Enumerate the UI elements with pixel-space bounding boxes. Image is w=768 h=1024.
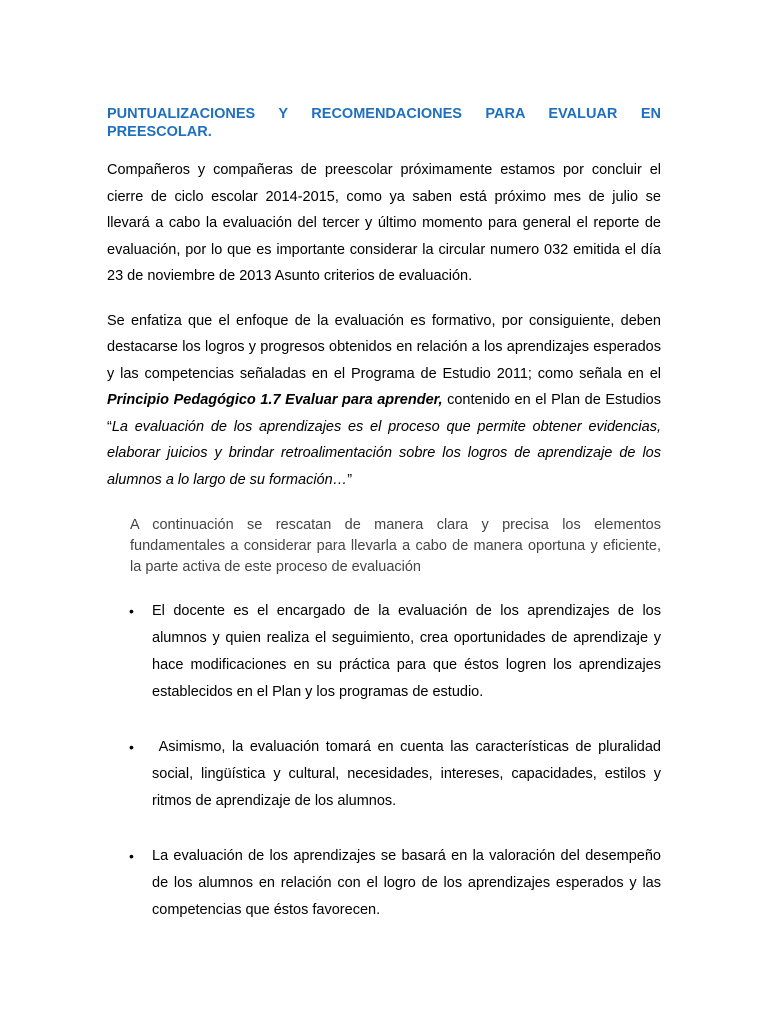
elements-introduction: A continuación se rescatan de manera clara y precisa los elementos fundamentales a considerar para llevarla a cabo de manera oportuna y eficiente, la parte activa de este proceso de evaluación xyxy=(130,517,661,575)
list-item-text: El docente es el encargado de la evaluación de los aprendizajes de los alumnos y quien realiza el seguimiento, crea oportunidades de aprendizaje y hace modificaciones en su práctica para que éstos logren los aprendizajes establecidos en el Plan y los programas de estudio. xyxy=(152,603,661,700)
bullet-icon: • xyxy=(129,739,134,755)
list-item xyxy=(107,734,666,815)
evaluation-definition-quote: La evaluación de los aprendizajes es el proceso que permite obtener evidencias, elaborar juicios y brindar retroalimentación sobre los logros de aprendizaje de los alumnos a lo largo de su formación… xyxy=(107,418,661,488)
paragraph-intro-context: Compañeros y compañeras de preescolar próximamente estamos por concluir el cierre de ciclo escolar 2014-2015, como ya saben está próximo mes de julio se llevará a cabo la evaluación del tercer y último momento para general el reporte de evaluación, por lo que es importante considerar la circular numero 032 emitida el día 23 de noviembre de 2013 Asunto criterios de evaluación. xyxy=(107,162,661,284)
paragraph-text: contenido en el Plan de Estudios “ xyxy=(107,392,661,435)
bullet-list xyxy=(107,598,666,924)
paragraph-evaluation-focus xyxy=(107,308,661,494)
list-item xyxy=(107,843,661,924)
list-item-text: Asimismo, la evaluación tomará en cuenta las características de pluralidad social, lingüística y cultural, necesidades, intereses, capacidades, estilos y ritmos de aprendizaje de los alumnos. xyxy=(152,739,666,809)
bullet-icon: • xyxy=(129,603,134,619)
list-item-text: La evaluación de los aprendizajes se basará en la valoración del desempeño de los alumnos en relación con el logro de los aprendizajes esperados y las competencias que éstos favorecen. xyxy=(152,848,661,918)
paragraph-text: Se enfatiza que el enfoque de la evaluación es formativo, por consiguiente, deben destacarse los logros y progresos obtenidos en relación a los aprendizajes esperados y las competencias señaladas en el Programa de Estudio 2011; como señala en el xyxy=(107,312,661,382)
document-page xyxy=(107,105,666,952)
list-item xyxy=(107,598,661,706)
paragraph-text: ” xyxy=(347,471,353,488)
document-title: PUNTUALIZACIONES Y RECOMENDACIONES PARA EVALUAR EN PREESCOLAR. xyxy=(107,106,661,140)
bullet-icon: • xyxy=(129,848,134,864)
pedagogical-principle-emphasis: Principio Pedagógico 1.7 Evaluar para aprender, xyxy=(107,392,443,408)
